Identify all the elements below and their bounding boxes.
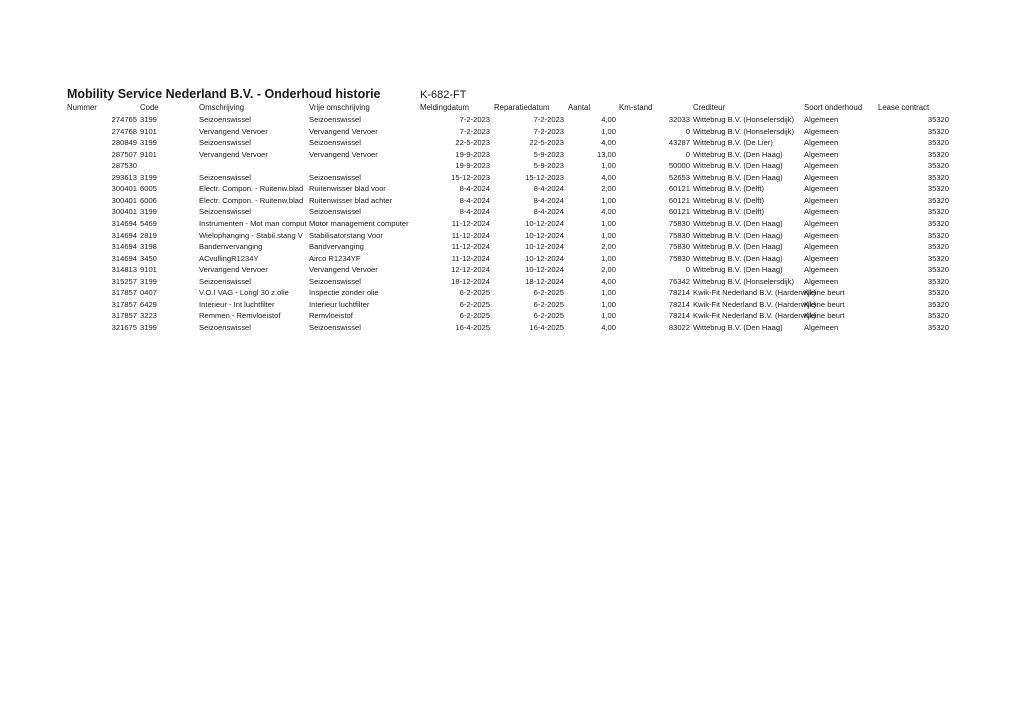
cell-km: 78214 xyxy=(668,299,690,309)
cell-reparatie: 16-4-2025 xyxy=(529,322,564,332)
cell-reparatie: 8-4-2024 xyxy=(533,184,564,194)
cell-soort: Kleine beurt xyxy=(804,299,845,309)
cell-vrije: Remvloeistof xyxy=(309,311,353,321)
cell-aantal: 1,00 xyxy=(601,218,616,228)
cell-aantal: 4,00 xyxy=(601,322,616,332)
cell-code: 9101 xyxy=(140,149,157,159)
header-omschrijving: Omschrijving xyxy=(199,103,245,112)
cell-reparatie: 6-2-2025 xyxy=(533,299,564,309)
cell-vrije: Seizoenswissel xyxy=(309,138,361,148)
cell-crediteur: Wittebrug B.V. (Delft) xyxy=(693,207,765,217)
cell-melding: 7-2-2023 xyxy=(459,115,490,124)
cell-km: 75830 xyxy=(668,230,690,240)
cell-soort: Algemeen xyxy=(804,161,839,171)
cell-aantal: 1,00 xyxy=(601,126,616,136)
cell-soort: Algemeen xyxy=(804,276,839,286)
header-nummer: Nummer xyxy=(67,103,97,112)
cell-vrije: Ruitenwisser blad achter xyxy=(309,195,393,205)
cell-omschrijving: Electr. Compon. - Ruitenw.blad xyxy=(199,184,304,194)
cell-soort: Kleine beurt xyxy=(804,311,845,321)
cell-melding: 19-9-2023 xyxy=(455,149,490,159)
cell-lease: 35320 xyxy=(927,207,949,217)
cell-km: 78214 xyxy=(668,288,690,298)
cell-aantal: 1,00 xyxy=(601,161,616,171)
cell-code: 6005 xyxy=(140,184,157,194)
header-meldingdatum: Meldingdatum xyxy=(420,103,469,112)
cell-code: 6006 xyxy=(140,195,157,205)
cell-crediteur: Wittebrug B.V. (Honselersdijk) xyxy=(693,126,795,136)
cell-omschrijving: Wielophanging - Stabil.stang V xyxy=(199,230,303,240)
cell-omschrijving: Seizoenswissel xyxy=(199,207,251,217)
cell-reparatie: 8-4-2024 xyxy=(533,195,564,205)
cell-omschrijving: Bandenvervanging xyxy=(199,242,263,252)
cell-soort: Algemeen xyxy=(804,184,839,194)
cell-melding: 11-12-2024 xyxy=(451,230,490,240)
cell-crediteur: Wittebrug B.V. (Den Haag) xyxy=(693,230,783,240)
cell-lease: 35320 xyxy=(927,126,949,136)
cell-km: 0 xyxy=(685,126,690,136)
cell-omschrijving: Vervangend Vervoer xyxy=(199,126,268,136)
cell-aantal: 1,00 xyxy=(601,288,616,298)
cell-crediteur: Kwik-Fit Nederland B.V. (Harderwijk) xyxy=(693,299,816,309)
cell-reparatie: 18-12-2024 xyxy=(525,276,564,286)
cell-lease: 35320 xyxy=(927,149,949,159)
cell-nummer: 274768 xyxy=(111,126,137,136)
cell-vrije: Seizoenswissel xyxy=(309,322,361,332)
cell-aantal: 2,00 xyxy=(601,242,616,252)
cell-nummer: 287530 xyxy=(111,161,137,171)
cell-crediteur: Wittebrug B.V. (Den Haag) xyxy=(693,253,783,263)
cell-omschrijving: Vervangend Vervoer xyxy=(199,149,268,159)
header-soort-onderhoud: Soort onderhoud xyxy=(804,103,863,112)
cell-vrije: Seizoenswissel xyxy=(309,115,361,124)
cell-lease: 35320 xyxy=(927,161,949,171)
cell-melding: 22-5-2023 xyxy=(455,138,490,148)
cell-nummer: 317857 xyxy=(111,299,137,309)
cell-aantal: 4,00 xyxy=(601,276,616,286)
cell-nummer: 315257 xyxy=(111,276,137,286)
cell-melding: 6-2-2025 xyxy=(459,288,490,298)
cell-km: 75830 xyxy=(668,218,690,228)
cell-crediteur: Wittebrug B.V. (Delft) xyxy=(693,195,765,205)
cell-vrije: Seizoenswissel xyxy=(309,276,361,286)
cell-crediteur: Wittebrug B.V. (De Lier) xyxy=(693,138,773,148)
cell-omschrijving: ACvullingR1234Y xyxy=(199,253,259,263)
cell-crediteur: Wittebrug B.V. (Den Haag) xyxy=(693,172,783,182)
cell-melding: 8-4-2024 xyxy=(459,184,490,194)
cell-code: 6429 xyxy=(140,299,157,309)
cell-nummer: 314694 xyxy=(111,253,137,263)
cell-vrije: Inspectie zonder olie xyxy=(309,288,379,298)
cell-km: 75830 xyxy=(668,253,690,263)
cell-omschrijving xyxy=(199,161,305,171)
header-lease-contract: Lease contract xyxy=(878,103,930,112)
cell-aantal: 2,00 xyxy=(601,184,616,194)
cell-lease: 35320 xyxy=(927,115,949,124)
header-reparatiedatum: Reparatiedatum xyxy=(494,103,550,112)
cell-lease: 35320 xyxy=(927,195,949,205)
header-aantal: Aantal xyxy=(568,103,591,112)
cell-reparatie: 8-4-2024 xyxy=(533,207,564,217)
cell-soort: Kleine beurt xyxy=(804,288,845,298)
cell-aantal: 4,00 xyxy=(601,138,616,148)
cell-km: 78214 xyxy=(668,311,690,321)
cell-melding: 19-9-2023 xyxy=(455,161,490,171)
cell-code: 3450 xyxy=(140,253,157,263)
cell-nummer: 314694 xyxy=(111,242,137,252)
cell-code: 9101 xyxy=(140,265,157,275)
license-plate: K-682-FT xyxy=(420,89,467,101)
cell-code: 3199 xyxy=(140,138,157,148)
cell-crediteur: Wittebrug B.V. (Den Haag) xyxy=(693,161,783,171)
cell-lease: 35320 xyxy=(927,218,949,228)
header-vrije-omschrijving: Vrije omschrijving xyxy=(309,103,370,112)
cell-omschrijving: Interieur - Int luchtfilter xyxy=(199,299,275,309)
cell-code: 5469 xyxy=(140,218,157,228)
page-title: Mobility Service Nederland B.V. - Onderhoud historie xyxy=(67,87,381,101)
cell-reparatie: 22-5-2023 xyxy=(529,138,564,148)
cell-omschrijving: Seizoenswissel xyxy=(199,115,251,124)
cell-vrije: Seizoenswissel xyxy=(309,207,361,217)
cell-soort: Algemeen xyxy=(804,126,839,136)
cell-melding: 11-12-2024 xyxy=(451,218,490,228)
cell-lease: 35320 xyxy=(927,253,949,263)
cell-vrije: Vervangend Vervoer xyxy=(309,126,378,136)
cell-nummer: 300401 xyxy=(111,195,137,205)
cell-reparatie: 10-12-2024 xyxy=(525,253,564,263)
cell-omschrijving: Vervangend Vervoer xyxy=(199,265,268,275)
cell-reparatie: 6-2-2025 xyxy=(533,288,564,298)
header-crediteur: Crediteur xyxy=(693,103,726,112)
cell-melding: 18-12-2024 xyxy=(451,276,490,286)
cell-crediteur: Wittebrug B.V. (Den Haag) xyxy=(693,265,783,275)
cell-aantal: 1,00 xyxy=(601,299,616,309)
cell-soort: Algemeen xyxy=(804,218,839,228)
cell-melding: 6-2-2025 xyxy=(459,299,490,309)
cell-lease: 35320 xyxy=(927,184,949,194)
cell-crediteur: Wittebrug B.V. (Den Haag) xyxy=(693,242,783,252)
cell-reparatie: 10-12-2024 xyxy=(525,265,564,275)
cell-code: 3223 xyxy=(140,311,157,321)
cell-reparatie: 10-12-2024 xyxy=(525,218,564,228)
cell-km: 76342 xyxy=(668,276,690,286)
cell-melding: 6-2-2025 xyxy=(459,311,490,321)
cell-code: 2819 xyxy=(140,230,157,240)
cell-nummer: 300401 xyxy=(111,184,137,194)
cell-reparatie: 7-2-2023 xyxy=(533,126,564,136)
cell-melding: 15-12-2023 xyxy=(451,172,490,182)
cell-km: 43287 xyxy=(668,138,690,148)
cell-crediteur: Wittebrug B.V. (Den Haag) xyxy=(693,218,783,228)
cell-aantal: 2,00 xyxy=(601,265,616,275)
cell-reparatie: 5-9-2023 xyxy=(533,161,564,171)
cell-omschrijving: V.O.I VAG - Longl 30 z.olie xyxy=(199,288,289,298)
cell-reparatie: 6-2-2025 xyxy=(533,311,564,321)
cell-omschrijving: Seizoenswissel xyxy=(199,322,251,332)
cell-code: 3199 xyxy=(140,322,157,332)
cell-km: 60121 xyxy=(668,207,690,217)
cell-lease: 35320 xyxy=(927,230,949,240)
cell-soort: Algemeen xyxy=(804,242,839,252)
cell-nummer: 280849 xyxy=(111,138,137,148)
cell-melding: 11-12-2024 xyxy=(451,242,490,252)
cell-nummer: 300401 xyxy=(111,207,137,217)
cell-nummer: 314694 xyxy=(111,218,137,228)
cell-omschrijving: Instrumenten - Mot man comput xyxy=(199,218,307,228)
cell-soort: Algemeen xyxy=(804,138,839,148)
cell-km: 0 xyxy=(685,149,690,159)
cell-aantal: 4,00 xyxy=(601,207,616,217)
cell-soort: Algemeen xyxy=(804,115,839,124)
cell-lease: 35320 xyxy=(927,288,949,298)
cell-vrije: Bandvervanging xyxy=(309,242,364,252)
header-code: Code xyxy=(140,103,159,112)
cell-nummer: 293613 xyxy=(111,172,137,182)
cell-vrije: Stabilisatorstang Voor xyxy=(309,230,383,240)
cell-vrije: Motor management computer xyxy=(309,218,409,228)
cell-melding: 8-4-2024 xyxy=(459,195,490,205)
cell-nummer: 314694 xyxy=(111,230,137,240)
cell-omschrijving: Electr. Compon. - Ruitenw.blad xyxy=(199,195,304,205)
cell-aantal: 1,00 xyxy=(601,311,616,321)
cell-soort: Algemeen xyxy=(804,149,839,159)
cell-crediteur: Wittebrug B.V. (Honselersdijk) xyxy=(693,276,795,286)
cell-omschrijving: Remmen - Remvloeistof xyxy=(199,311,281,321)
cell-lease: 35320 xyxy=(927,322,949,332)
cell-km: 32033 xyxy=(668,115,690,124)
cell-code: 3199 xyxy=(140,172,157,182)
cell-code: 0407 xyxy=(140,288,157,298)
cell-soort: Algemeen xyxy=(804,195,839,205)
cell-aantal: 1,00 xyxy=(601,195,616,205)
cell-crediteur: Wittebrug B.V. (Delft) xyxy=(693,184,765,194)
cell-reparatie: 15-12-2023 xyxy=(525,172,564,182)
cell-lease: 35320 xyxy=(927,311,949,321)
cell-crediteur: Wittebrug B.V. (Honselersdijk) xyxy=(693,115,795,124)
cell-omschrijving: Seizoenswissel xyxy=(199,172,251,182)
cell-nummer: 287507 xyxy=(111,149,137,159)
cell-aantal: 1,00 xyxy=(601,253,616,263)
cell-soort: Algemeen xyxy=(804,172,839,182)
cell-reparatie: 10-12-2024 xyxy=(525,242,564,252)
cell-nummer: 321675 xyxy=(111,322,137,332)
cell-melding: 7-2-2023 xyxy=(459,126,490,136)
cell-soort: Algemeen xyxy=(804,207,839,217)
cell-crediteur: Kwik-Fit Nederland B.V. (Harderwijk) xyxy=(693,311,816,321)
cell-km: 60121 xyxy=(668,184,690,194)
cell-reparatie: 10-12-2024 xyxy=(525,230,564,240)
cell-km: 50000 xyxy=(668,161,690,171)
cell-km: 60121 xyxy=(668,195,690,205)
cell-nummer: 274765 xyxy=(111,115,137,124)
header-km-stand: Km-stand xyxy=(619,103,653,112)
cell-code: 3199 xyxy=(140,207,157,217)
cell-vrije: Airco R1234YF xyxy=(309,253,361,263)
cell-lease: 35320 xyxy=(927,299,949,309)
cell-lease: 35320 xyxy=(927,242,949,252)
cell-aantal: 13,00 xyxy=(596,149,616,159)
cell-km: 75830 xyxy=(668,242,690,252)
cell-soort: Algemeen xyxy=(804,322,839,332)
cell-code xyxy=(140,161,170,171)
cell-crediteur: Kwik-Fit Nederland B.V. (Harderwijk) xyxy=(693,288,816,298)
cell-omschrijving: Seizoenswissel xyxy=(199,138,251,148)
cell-soort: Algemeen xyxy=(804,230,839,240)
cell-km: 0 xyxy=(685,265,690,275)
cell-melding: 11-12-2024 xyxy=(451,253,490,263)
cell-km: 52653 xyxy=(668,172,690,182)
cell-melding: 8-4-2024 xyxy=(459,207,490,217)
cell-nummer: 314813 xyxy=(111,265,137,275)
cell-vrije xyxy=(309,161,415,171)
cell-soort: Algemeen xyxy=(804,253,839,263)
cell-aantal: 1,00 xyxy=(601,230,616,240)
cell-km: 83022 xyxy=(668,322,690,332)
cell-lease: 35320 xyxy=(927,138,949,148)
cell-reparatie: 5-9-2023 xyxy=(533,149,564,159)
cell-soort: Algemeen xyxy=(804,265,839,275)
cell-vrije: Interieur luchtfilter xyxy=(309,299,370,309)
cell-crediteur: Wittebrug B.V. (Den Haag) xyxy=(693,149,783,159)
cell-melding: 12-12-2024 xyxy=(451,265,490,275)
cell-nummer: 317857 xyxy=(111,311,137,321)
cell-vrije: Vervangend Vervoer xyxy=(309,149,378,159)
cell-code: 3199 xyxy=(140,276,157,286)
cell-code: 3199 xyxy=(140,115,157,124)
cell-vrije: Ruitenwisser blad voor xyxy=(309,184,386,194)
cell-omschrijving: Seizoenswissel xyxy=(199,276,251,286)
cell-code: 3198 xyxy=(140,242,157,252)
cell-lease: 35320 xyxy=(927,172,949,182)
cell-lease: 35320 xyxy=(927,265,949,275)
cell-vrije: Seizoenswissel xyxy=(309,172,361,182)
cell-melding: 16-4-2025 xyxy=(455,322,490,332)
cell-crediteur: Wittebrug B.V. (Den Haag) xyxy=(693,322,783,332)
cell-aantal: 4,00 xyxy=(601,115,616,124)
cell-aantal: 4,00 xyxy=(601,172,616,182)
cell-vrije: Vervangend Vervoer xyxy=(309,265,378,275)
cell-code: 9101 xyxy=(140,126,157,136)
cell-lease: 35320 xyxy=(927,276,949,286)
cell-nummer: 317857 xyxy=(111,288,137,298)
cell-reparatie: 7-2-2023 xyxy=(533,115,564,124)
